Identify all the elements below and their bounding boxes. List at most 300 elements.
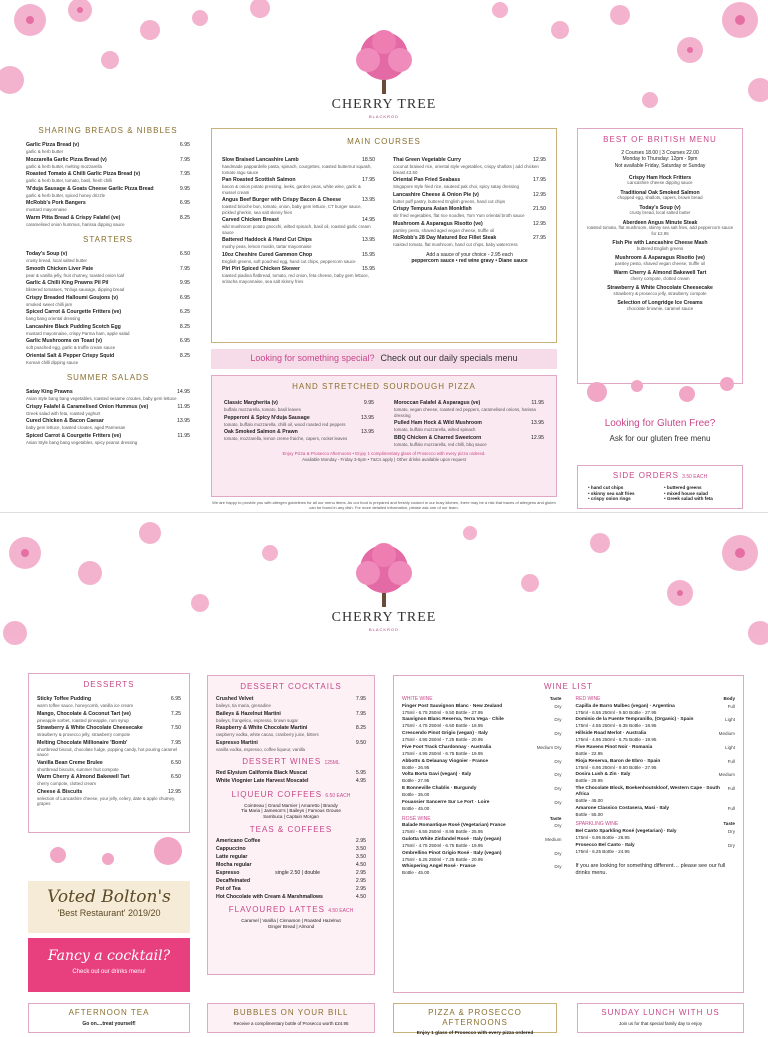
wine-taste: Light xyxy=(725,744,735,750)
menu-item xyxy=(393,157,546,164)
item-name: Smooth Chicken Liver Pate xyxy=(26,265,94,272)
item-name: Satay King Prawns xyxy=(26,389,73,395)
item-description: tomato, buffalo mozzarella, chilli oil, wood roasted red peppers xyxy=(224,421,346,427)
menu-item xyxy=(37,760,181,767)
menu-item xyxy=(26,280,190,287)
wine-taste: Full xyxy=(727,703,735,709)
wine-taste: Full xyxy=(727,786,735,792)
item-name: Garlic Mushrooms on Toast (v) xyxy=(26,338,102,344)
menu-item xyxy=(216,838,366,845)
pizza-left-column xyxy=(224,400,374,449)
item-price: 2.95 xyxy=(355,837,366,844)
wine-name: Abbotts & Delaunay Viognier · France xyxy=(402,758,489,764)
menu-item xyxy=(394,400,544,407)
item-price: 12.95 xyxy=(533,157,546,163)
item-name: Pepperoni & Spicy N'duja Sausage xyxy=(224,414,310,421)
item-price: 2.95 xyxy=(355,877,366,884)
wine-item xyxy=(402,704,562,716)
wine-name: Prosecco Bel Canto · Italy xyxy=(575,842,635,848)
item-price: 15.95 xyxy=(362,266,375,272)
item-name: Espresso xyxy=(216,869,240,876)
starters-list xyxy=(26,251,190,365)
item-price: 9.50 xyxy=(355,739,366,746)
wine-name: Amarone Classico Costasera, Masi · Italy xyxy=(575,805,670,811)
item-name: Crispy Falafel & Caramelised Onion Hummus (ve) xyxy=(26,403,149,410)
menu-item xyxy=(216,886,366,893)
lattes-title: FLAVOURED LATTES xyxy=(228,905,325,915)
british-item-name: Aberdeen Angus Minute Steak xyxy=(622,219,698,226)
item-description: wild mushroom potato gnocchi, wilted spinach, basil oil, roasted garlic cream sauce xyxy=(222,224,371,235)
item-price: 11.95 xyxy=(531,400,544,406)
wine-prices: 175ml - 5.25 250ml - 7.25 Bottle - 20.95 xyxy=(402,856,483,862)
brand-logo xyxy=(324,609,444,632)
menu-item xyxy=(222,252,375,259)
item-name: Oak Smoked Salmon & Prawn xyxy=(224,429,298,435)
sunday-lunch-title: SUNDAY LUNCH WITH US xyxy=(601,1008,720,1017)
main-courses-box xyxy=(211,128,557,343)
item-name: Pan Roasted Scottish Salmon xyxy=(222,177,296,183)
british-item-description: strawberry & prosecco jelly, strawberry compote xyxy=(613,290,707,296)
item-name: 'N'duja Sausage & Goats Cheese Garlic Pizza Bread xyxy=(26,185,154,192)
rose-wine-list xyxy=(402,823,562,876)
item-description: cherry compote, clotted cream xyxy=(37,781,97,786)
british-item-name: Warm Cherry & Almond Bakewell Tart xyxy=(613,270,707,277)
wine-item xyxy=(402,823,562,835)
menu-item xyxy=(222,237,375,244)
fancy-cocktail-banner[interactable] xyxy=(28,938,190,992)
item-name: Mocha regular xyxy=(216,861,252,868)
wine-prices: Bottle - 45.00 xyxy=(402,805,430,811)
wine-name: Volta Borta Gavi (vegan) · Italy xyxy=(402,772,472,778)
menu-item xyxy=(216,725,366,732)
menu-item xyxy=(216,854,366,861)
bolton-line1: Voted Bolton's xyxy=(47,887,171,907)
item-price: 6.95 xyxy=(179,142,190,148)
desserts-box xyxy=(28,673,190,833)
white-wine-heading: WHITE WINE xyxy=(402,696,433,702)
menu-item xyxy=(222,197,375,204)
wine-name: Bel Canto Sparkling Rosé (vegetarian) · Italy xyxy=(575,829,677,835)
item-name: Battered Haddock & Hand Cut Chips xyxy=(222,237,312,243)
item-name: Sticky Toffee Pudding xyxy=(37,696,92,702)
item-price: 7.95 xyxy=(170,739,181,746)
item-price: 13.95 xyxy=(362,237,375,243)
pizza-box xyxy=(211,375,557,497)
item-description: bacon & onion potato pressing, leeks, garden peas, white wine, garlic & mussel cream xyxy=(222,184,361,195)
wine-prices: 175ml - 4.95 250ml - 7.25 Bottle - 20.95 xyxy=(402,737,483,743)
item-name: Baileys & Hazelnut Martini xyxy=(216,710,281,717)
item-price: 7.95 xyxy=(179,171,190,177)
menu-item xyxy=(216,740,366,747)
wine-taste: Dry xyxy=(554,703,562,709)
wine-taste: Dry xyxy=(554,823,562,829)
white-wine-taste-label: Taste xyxy=(549,696,562,701)
item-price: 21.50 xyxy=(533,206,546,212)
desserts-title: DESSERTS xyxy=(83,680,135,689)
item-name: Warm Pitta Bread & Crispy Falafel (ve) xyxy=(26,214,121,221)
white-wine-list xyxy=(402,704,562,812)
wine-item xyxy=(402,786,562,798)
specials-banner xyxy=(211,349,557,369)
sharing-title: SHARING BREADS & NIBBLES xyxy=(38,126,178,135)
menu-item xyxy=(222,157,375,164)
sharing-section xyxy=(26,126,190,447)
wine-prices: 175ml - 6.55 250ml - 8.95 Bottle - 25.95 xyxy=(402,829,483,835)
menu-item xyxy=(37,789,181,796)
blossom-icon xyxy=(28,835,190,877)
wine-prices: 175ml - 4.55 250ml - 6.35 Bottle - 18.95 xyxy=(575,723,657,729)
menu-item xyxy=(393,206,546,213)
wine-prices: 175ml - 6.75 250ml - 9.50 Bottle - 27.95 xyxy=(402,709,483,715)
item-price: 7.95 xyxy=(179,265,190,272)
pizza-title: HAND STRETCHED SOURDOUGH PIZZA xyxy=(292,382,476,391)
menu-item xyxy=(26,433,190,440)
liqueur-title: LIQUEUR COFFEES xyxy=(231,789,323,799)
wine-prices: 175ml - 4.75 250ml - 6.50 Bottle - 18.95 xyxy=(402,723,483,729)
item-name: Slow Braised Lancashire Lamb xyxy=(222,157,299,163)
menu-item xyxy=(224,400,374,407)
wine-name: Dosira Lush & Zin · Italy xyxy=(575,772,631,778)
item-name: Vanilla Bean Creme Brulee xyxy=(37,759,103,766)
menu-item xyxy=(393,192,546,199)
item-description: baileys, tia maria, grenadine xyxy=(216,703,271,708)
liqueur-line1: Cointreau | Grand Marnier | Amaretto | Brandy xyxy=(244,802,338,808)
menu-item xyxy=(26,309,190,316)
item-price: 13.95 xyxy=(531,420,544,426)
british-hours: Monday to Thursday: 12pm - 9pm xyxy=(622,156,698,163)
british-item-name: Selection of Longridge Ice Creams xyxy=(617,300,703,307)
menu-item xyxy=(216,770,366,777)
item-description: bang bang oriental dressing xyxy=(26,316,81,321)
side-order-item: • Greek salad with feta xyxy=(664,496,713,502)
item-name: Decaffeinated xyxy=(216,877,251,884)
item-description: Asian Style bang bang vegetables, spicy peanut dressing xyxy=(26,439,138,445)
item-price: 11.95 xyxy=(177,403,190,410)
sides-price: 3.50 EACH xyxy=(682,474,708,480)
menu-item xyxy=(216,878,366,885)
sunday-lunch-subtitle: Join us for that special family day to enjoy xyxy=(618,1021,703,1026)
british-item-description: cherry compote, clotted cream xyxy=(630,275,690,281)
wine-name: Five Ravens Pinot Noir · Romania xyxy=(575,744,653,750)
wine-item xyxy=(576,829,736,841)
wine-name: Gulotta White Zinfandel Rosé · Italy (vegan) xyxy=(402,836,502,842)
pizza-right-column xyxy=(394,400,544,449)
starters-title: STARTERS xyxy=(83,235,133,244)
wine-item xyxy=(402,837,562,849)
item-description: toasted brioche bun, tomato, onion, baby gem lettuce, CT burger sauce, pickled gherkin, sea salt skinny fries xyxy=(222,204,362,215)
menu-item xyxy=(37,740,181,747)
wine-taste: Full xyxy=(727,758,735,764)
wine-item xyxy=(576,745,736,757)
dwines-title: DESSERT WINES xyxy=(242,757,322,766)
wine-taste: Medium xyxy=(545,836,562,842)
item-price: 8.25 xyxy=(179,323,190,330)
item-name: Melting Chocolate Millionaire 'Bomb' xyxy=(37,739,128,746)
menu-item xyxy=(26,251,190,258)
red-wine-body-label: Body xyxy=(723,696,735,701)
british-item-name: Strawberry & White Chocolate Cheesecake xyxy=(607,285,713,292)
item-description: warm toffee sauce, honeycomb, vanilla ice cream xyxy=(37,703,134,708)
brand-name: CHERRY TREE xyxy=(331,610,437,625)
wine-taste: Dry xyxy=(554,717,562,723)
item-name: Warm Cherry & Almond Bakewell Tart xyxy=(37,774,130,780)
item-description: roasted tomato, flat mushroom, hand cut chips, baby watercress xyxy=(393,242,518,247)
item-price: 13.95 xyxy=(362,197,375,203)
wine-prices: Bottle - 27.95 xyxy=(402,778,430,784)
side-order-item: • crispy onion rings xyxy=(588,496,631,502)
item-name: Piri Piri Spiced Chicken Skewer xyxy=(222,266,300,272)
menu-item xyxy=(26,295,190,302)
menu-item xyxy=(26,404,190,411)
liqueur-unit: 6.50 EACH xyxy=(325,792,351,799)
menu-item xyxy=(26,186,190,193)
menu-item xyxy=(222,217,375,224)
wine-prices: 175ml - 6.95 250ml - 9.50 Bottle - 27.95 xyxy=(575,764,657,770)
wine-name: Rioja Reserva, Baron de Ebro · Spain xyxy=(575,758,661,764)
item-price: 6.25 xyxy=(179,309,190,315)
sharing-list xyxy=(26,142,190,227)
wine-name: Fouassier Sancerre Sur Le Fort · Loire xyxy=(402,799,490,805)
wine-name: The Chocolate Block, Boekenhoutskloof, Western Cape · South Africa xyxy=(575,786,720,798)
wine-taste: Light xyxy=(725,717,735,723)
lattes-unit: 4.50 EACH xyxy=(328,908,354,915)
wine-name: Balade Romantique Rosé (Vegetarian) France xyxy=(402,823,506,829)
bubbles-box xyxy=(207,1003,375,1033)
item-name: McRobb's Pork Bangers xyxy=(26,200,86,206)
item-description: pineapple sorbet, roasted pineapple, rum syrup xyxy=(37,717,129,723)
wine-name: Ombrellino Pinot Grigio Rosé · Italy (vegan) xyxy=(402,850,502,856)
menu-item xyxy=(216,778,366,785)
item-price: 4.95 xyxy=(355,778,366,784)
side-order-item: • skinny sea salt fries xyxy=(588,490,635,496)
bubbles-subtitle: Receive a complimentary bottle of Prosecco worth £24.95 xyxy=(233,1021,349,1026)
cocktail-list xyxy=(216,696,366,752)
item-name: Espresso Martini xyxy=(216,739,258,746)
wine-name: E Bonneville Chablis · Burgundy xyxy=(402,786,477,792)
wine-item xyxy=(576,731,736,743)
wine-name: Capilla de Barro Malbec (vegan) · Argentina xyxy=(575,703,675,709)
menu-item xyxy=(394,435,544,442)
brand-location: BLACKROD xyxy=(368,113,399,119)
menu-item xyxy=(393,221,546,228)
wine-item xyxy=(576,772,736,784)
british-prices: 2 Courses 18.00 | 3 Courses 22.00 xyxy=(621,150,699,156)
item-name: Cappuccino xyxy=(216,845,246,852)
wine-taste: Medium Dry xyxy=(536,744,562,750)
item-price: 27.95 xyxy=(533,235,546,241)
item-description: tomato, buffalo mozzarella, red chilli, bbq sauce xyxy=(394,441,487,447)
sides-left-list xyxy=(588,485,656,502)
voted-bolton-banner xyxy=(28,881,190,933)
item-description: vanilla vodka, espresso, coffee liqueur, vanilla xyxy=(216,746,306,752)
gluten-free-banner xyxy=(577,418,743,454)
wine-taste: Dry xyxy=(554,772,562,778)
british-item-name: Mushroom & Asparagus Risotto (ve) xyxy=(615,255,705,262)
item-name: Crispy Breaded Halloumi Goujons (v) xyxy=(26,294,118,301)
bubbles-title: BUBBLES ON YOUR BILL xyxy=(233,1008,349,1017)
item-price: 4.50 xyxy=(355,861,366,868)
side-order-item: • buttered greens xyxy=(664,485,702,490)
item-description: baileys, frangelico, espresso, brown sugar xyxy=(216,717,299,723)
item-description: garlic & herb butter xyxy=(26,149,64,154)
wine-prices: 175ml - 4.95 250ml - 6.75 Bottle - 19.95 xyxy=(402,750,483,756)
menu-item xyxy=(26,418,190,425)
menu-item xyxy=(37,696,181,703)
british-note: Not available Friday, Saturday or Sunday xyxy=(614,162,706,169)
british-item-description: Lancashire cheese dipping sauce xyxy=(627,180,693,186)
item-name: Garlic Pizza Bread (v) xyxy=(26,142,80,148)
item-price: 8.25 xyxy=(179,214,190,221)
item-price: 15.95 xyxy=(362,251,375,258)
wine-item xyxy=(576,717,736,729)
menu-item xyxy=(216,696,366,703)
drinks-menu-page xyxy=(0,512,768,1036)
item-name: Garlic & Chilli King Prawns Pil Pil xyxy=(26,280,109,286)
item-price: 7.50 xyxy=(170,725,181,731)
item-description: selection of Lancashire cheese, your jelly, celery, date & apple chutney, grapes xyxy=(37,795,176,806)
item-name: Mozzarella Garlic Pizza Bread (v) xyxy=(26,156,107,163)
item-name: Crispy Tempura Asian Monkfish xyxy=(393,206,472,212)
british-title: BEST OF BRITISH MENU xyxy=(603,135,717,144)
menu-item xyxy=(222,266,375,273)
item-name: Hot Chocolate with Cream & Marshmallows xyxy=(216,893,323,900)
item-name: Thai Green Vegetable Curry xyxy=(393,157,462,163)
menu-item xyxy=(394,420,544,427)
menu-item xyxy=(37,774,181,781)
sunday-lunch-box xyxy=(577,1003,744,1033)
menu-item xyxy=(393,235,546,242)
item-description: tomato, vegan cheese, roasted red peppers, caramelised onions, harissa dressing xyxy=(394,407,536,418)
item-description: English greens, soft poached egg, hand cut chips, peppercorn sauce xyxy=(222,258,356,264)
wine-prices: Bottle - 29.95 xyxy=(575,778,603,784)
full-drinks-note: If you are looking for something different… please see our full drinks menu. xyxy=(575,862,726,876)
british-item-name: Crispy Ham Hock Fritters xyxy=(628,174,692,181)
item-price: 5.95 xyxy=(355,770,366,776)
fancy-answer: Check out our drinks menu! xyxy=(72,968,146,975)
item-price: 9.95 xyxy=(179,185,190,192)
menu-item xyxy=(26,200,190,207)
menu-item xyxy=(393,177,546,184)
british-item-description: buttered English greens xyxy=(636,245,684,251)
lattes-line1: Caramel | Vanilla | Cinnamon | Roasted Hazelnut xyxy=(241,918,341,924)
rose-wine-taste-label: Taste xyxy=(549,815,562,821)
gluten-question: Looking for Gluten Free? xyxy=(604,418,716,429)
item-price: 8.25 xyxy=(355,725,366,731)
british-item-name: Fish Pie with Lancashire Cheese Mash xyxy=(612,240,708,247)
item-name: Spiced Carrot & Courgette Fritters (ve) xyxy=(26,432,122,439)
british-item-description: crusty bread, local salted butter xyxy=(629,210,691,216)
wine-item xyxy=(402,864,562,876)
teas-title: TEAS & COFFEES xyxy=(249,824,333,834)
wine-item xyxy=(402,731,562,743)
food-menu-page xyxy=(0,0,768,512)
item-name: Carved Chicken Breast xyxy=(222,217,279,223)
wine-name: Dominio de la Fuente Tempranillo, (Organic) · Spain xyxy=(575,717,694,723)
item-price: 9.95 xyxy=(179,280,190,286)
menu-item xyxy=(26,157,190,164)
british-list xyxy=(586,175,734,312)
item-description: garlic & herb butter, spiced honey drizzle xyxy=(26,192,106,198)
side-order-item: • mixed house salad xyxy=(664,490,708,496)
bolton-line2: 'Best Restaurant' 2019/20 xyxy=(57,908,161,919)
pizza-prosecco-box xyxy=(393,1003,557,1036)
item-price: 7.95 xyxy=(355,710,366,717)
wine-prices: Bottle - 35.00 xyxy=(402,792,430,798)
item-description: garlic & herb butter, tomato, basil, fresh chilli xyxy=(26,178,113,183)
wine-taste: Medium xyxy=(718,731,735,737)
side-order-item: • hand cut chips xyxy=(588,485,624,490)
wine-row xyxy=(576,786,736,798)
wine-taste: Dry xyxy=(554,864,562,870)
item-description: baby gem lettuce, toasted croutes, aged Parmesan xyxy=(26,425,126,430)
item-description: tomato, mozzarella, lemon creme fraiche, capers, rocket leaves xyxy=(224,436,348,441)
item-name: Classic Margherita (v) xyxy=(224,400,278,406)
british-item-description: chopped egg, shallots, capers, brown bread xyxy=(617,195,703,201)
item-description: pear & vanilla jelly, fruit chutney, toasted onion loaf xyxy=(26,272,125,278)
item-description: shortbread biscuits, summer fruit compote xyxy=(37,766,119,772)
wine-taste: Full xyxy=(727,805,735,811)
item-description: blistered tomatoes, 'N'duja sausage, dipping bread xyxy=(26,287,125,292)
item-name: Oriental Pan Fried Seabass xyxy=(393,177,461,183)
specials-answer: Check out our daily specials menu xyxy=(380,353,518,364)
item-price: 17.95 xyxy=(362,177,375,183)
item-description: strawberry & prosecco jelly, strawberry compote xyxy=(37,732,131,737)
item-price: 3.50 xyxy=(355,853,366,860)
wine-item xyxy=(402,851,562,863)
wine-item xyxy=(576,806,736,818)
item-description: crusty bread, local salted butter xyxy=(26,258,88,263)
menu-item xyxy=(216,894,366,901)
item-price: 3.50 xyxy=(355,845,366,852)
item-name: Spiced Carrot & Courgette Fritters (ve) xyxy=(26,309,122,315)
wine-taste: Dry xyxy=(554,758,562,764)
wine-prices: 175ml - 6.55 250ml - 9.50 Bottle - 27.95 xyxy=(575,709,657,715)
item-price: 6.50 xyxy=(179,251,190,257)
item-description: Asian style bang bang vegetables, toasted sesame croutes, baby gem lettuce xyxy=(26,396,177,401)
item-description: buffalo mozzarella, tomato, basil leaves xyxy=(224,407,301,412)
item-price: 14.95 xyxy=(362,217,375,223)
wine-item xyxy=(576,704,736,716)
item-description: Greek salad with feta, roasted yoghurt xyxy=(26,410,101,416)
item-name: McRobb's 28 Day Matured 8oz Fillet Steak xyxy=(393,235,497,241)
item-name: Moroccan Falafel & Asparagus (ve) xyxy=(394,400,481,406)
rose-wine-heading: ROSÉ WINE xyxy=(402,815,431,822)
menu-item xyxy=(26,266,190,273)
wine-prices: Bottle - 22.95 xyxy=(575,750,603,756)
item-price: 6.95 xyxy=(170,696,181,702)
item-price: 12.95 xyxy=(168,788,181,795)
cocktails-title: DESSERT COCKTAILS xyxy=(240,682,342,691)
wine-taste: Dry xyxy=(554,731,562,737)
item-price: 12.95 xyxy=(533,191,546,198)
brand-logo xyxy=(324,96,444,119)
item-description: parsley pesto, shaved aged vegan cheese, truffle oil xyxy=(393,227,495,233)
item-price: 13.95 xyxy=(361,414,374,421)
wine-item xyxy=(402,759,562,771)
item-price: 6.50 xyxy=(170,774,181,780)
item-price: 11.95 xyxy=(177,432,190,439)
wine-row xyxy=(402,745,562,751)
desserts-list xyxy=(37,696,181,807)
item-description: shortbread biscuit, chocolate fudge, popping candy, hot pouring caramel sauce xyxy=(37,746,178,757)
item-price: 7.95 xyxy=(355,696,366,702)
item-name: BBQ Chicken & Charred Sweetcorn xyxy=(394,434,482,441)
item-price: 6.95 xyxy=(179,338,190,344)
sparkling-wine-list xyxy=(576,829,736,854)
wine-prices: 175ml - 6.25 Bottle - 24.95 xyxy=(575,848,630,854)
best-of-british-box xyxy=(577,128,743,384)
item-description: tomato, buffalo mozzarella, wilted spinach xyxy=(394,427,476,432)
